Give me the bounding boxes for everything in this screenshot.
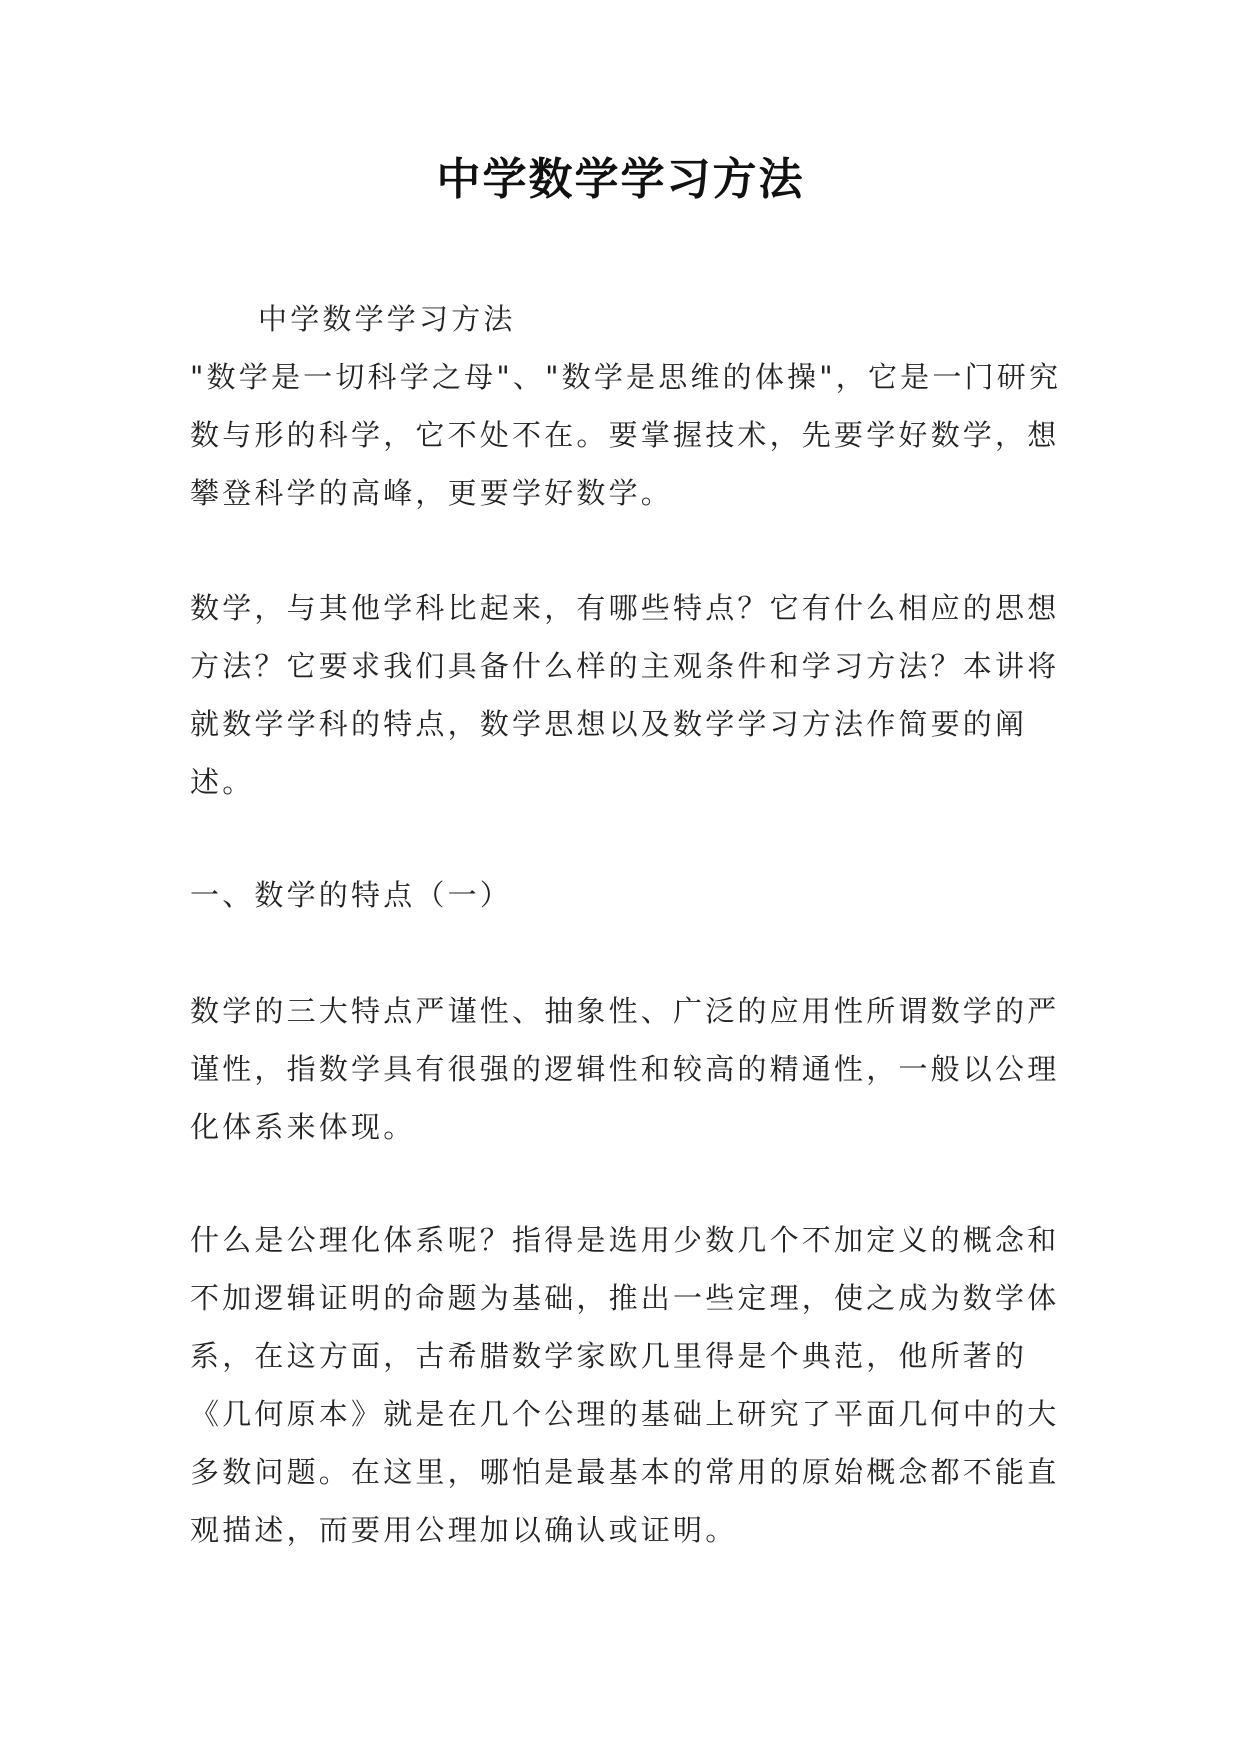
paragraph-intro: "数学是一切科学之母"、"数学是思维的体操"，它是一门研究数与形的科学，它不处不在。要掌握技术，先要学好数学，想攀登科学的高峰，更要学好数学。 [190,360,1062,510]
paragraph-axiomatic-system: 什么是公理化体系呢？指得是选用少数几个不加定义的概念和不加逻辑证明的命题为基础，推出一些定理，使之成为数学体系，在这方面，古希腊数学家欧几里得是个典范，他所著的《几何原本》就是在几个公理的基础上研究了平面几何中的大多数问题。在这里，哪怕是最基本的常用的原始概念都不能直观描述，而要用公理加以确认或证明。 [190,1223,1060,1547]
document-subtitle: 中学数学学习方法 [258,302,516,336]
section-heading: 一、数学的特点（一） [190,878,513,912]
page-title: 中学数学学习方法 [436,154,805,205]
paragraph-questions: 数学，与其他学科比起来，有哪些特点？它有什么相应的思想方法？它要求我们具备什么样的主观条件和学习方法？本讲将就数学学科的特点，数学思想以及数学学习方法作简要的阐述。 [190,591,1060,799]
paragraph-characteristics: 数学的三大特点严谨性、抽象性、广泛的应用性所谓数学的严谨性，指数学具有很强的逻辑性和较高的精通性，一般以公理化体系来体现。 [190,994,1060,1144]
